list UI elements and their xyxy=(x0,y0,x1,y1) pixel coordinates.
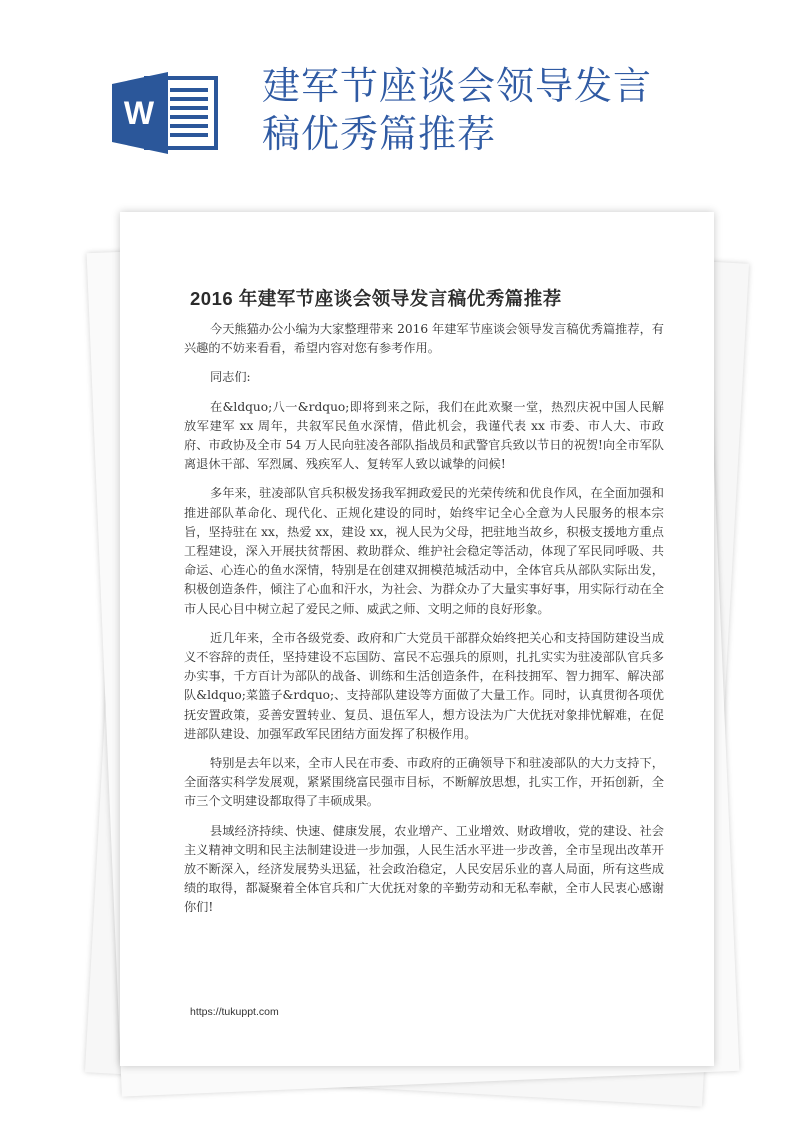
paragraph-2: 多年来，驻凌部队官兵积极发扬我军拥政爱民的光荣传统和优良作风，在全面加强和推进部队革命化、现代化、正规化建设的同时，始终牢记全心全意为人民服务的根本宗旨，坚持驻在 xx，热爱 xx，建设 xx，视人民为父母，把驻地当故乡，积极支援地方重点工程建设，深入开展扶贫帮困、救助群众、维护社会稳定等活动，体现了军民同呼吸、共命运、心连心的鱼水深情，特别是在创建双拥模范城活动中，全体官兵从部队实际出发，积极创造条件，倾注了心血和汗水，为社会、为群众办了大量实事好事，用实际行动在全市人民心目中树立起了爱民之师、威武之师、文明之师的良好形象。 xyxy=(184,486,664,616)
word-logo-letter: W xyxy=(123,95,155,131)
document-title: 2016 年建军节座谈会领导发言稿优秀篇推荐 xyxy=(190,288,562,309)
page-title-line-1: 建军节座谈会领导发言 xyxy=(262,64,653,108)
paragraph-1: 在&ldquo;八一&rdquo;即将到来之际，我们在此欢聚一堂，热烈庆祝中国人民解放军建军 xx 周年，共叙军民鱼水深情，借此机会，我谨代表 xx 市委、市人大、市政府、市政协及全市 54 万人民向驻凌各部队指战员和武警官兵致以节日的祝贺!向全市军队离退休干部、军烈属、残疾军人、复转军人致以诚挚的问候! xyxy=(184,399,664,472)
paragraph-3: 近几年来，全市各级党委、政府和广大党员干部群众始终把关心和支持国防建设当成义不容辞的责任，坚持建设不忘国防、富民不忘强兵的原则，扎扎实实为驻凌部队官兵多办实事，千方百计为部队的战备、训练和生活创造条件，在科技拥军、智力拥军、解决部队&ldquo;菜篮子&rdquo;、支持部队建设等方面做了大量工作。同时，认真贯彻各项优抚安置政策，妥善安置转业、复员、退伍军人，想方设法为广大优抚对象排忧解难，在促进部队建设、加强军政军民团结方面发挥了积极作用。 xyxy=(184,630,664,741)
document-body xyxy=(184,320,664,928)
page-title-line-2: 稿优秀篇推荐 xyxy=(262,112,497,156)
paragraph-salutation: 同志们: xyxy=(210,370,251,385)
paragraph-intro: 今天熊猫办公小编为大家整理带来 2016 年建军节座谈会领导发言稿优秀篇推荐，有兴趣的不妨来看看，希望内容对您有参考作用。 xyxy=(184,322,664,356)
header xyxy=(0,0,800,210)
page-title xyxy=(262,62,782,158)
paragraph-5: 县域经济持续、快速、健康发展，农业增产、工业增效、财政增收，党的建设、社会主义精神文明和民主法制建设进一步加强，人民生活水平进一步改善，全市呈现出改革开放不断深入，经济发展势头迅猛，社会政治稳定，人民安居乐业的喜人局面，所有这些成绩的取得，都凝聚着全体官兵和广大优抚对象的辛勤劳动和无私奉献，全市人民衷心感谢你们! xyxy=(184,823,664,915)
footer-url: https://tukuppt.com xyxy=(190,1006,279,1018)
document-page xyxy=(120,212,714,1066)
paragraph-4: 特别是去年以来，全市人民在市委、市政府的正确领导下和驻凌部队的大力支持下，全面落实科学发展观，紧紧围绕富民强市目标，不断解放思想，扎实工作，开拓创新，全市三个文明建设都取得了丰硕成果。 xyxy=(184,756,664,809)
word-document-icon xyxy=(112,72,220,154)
